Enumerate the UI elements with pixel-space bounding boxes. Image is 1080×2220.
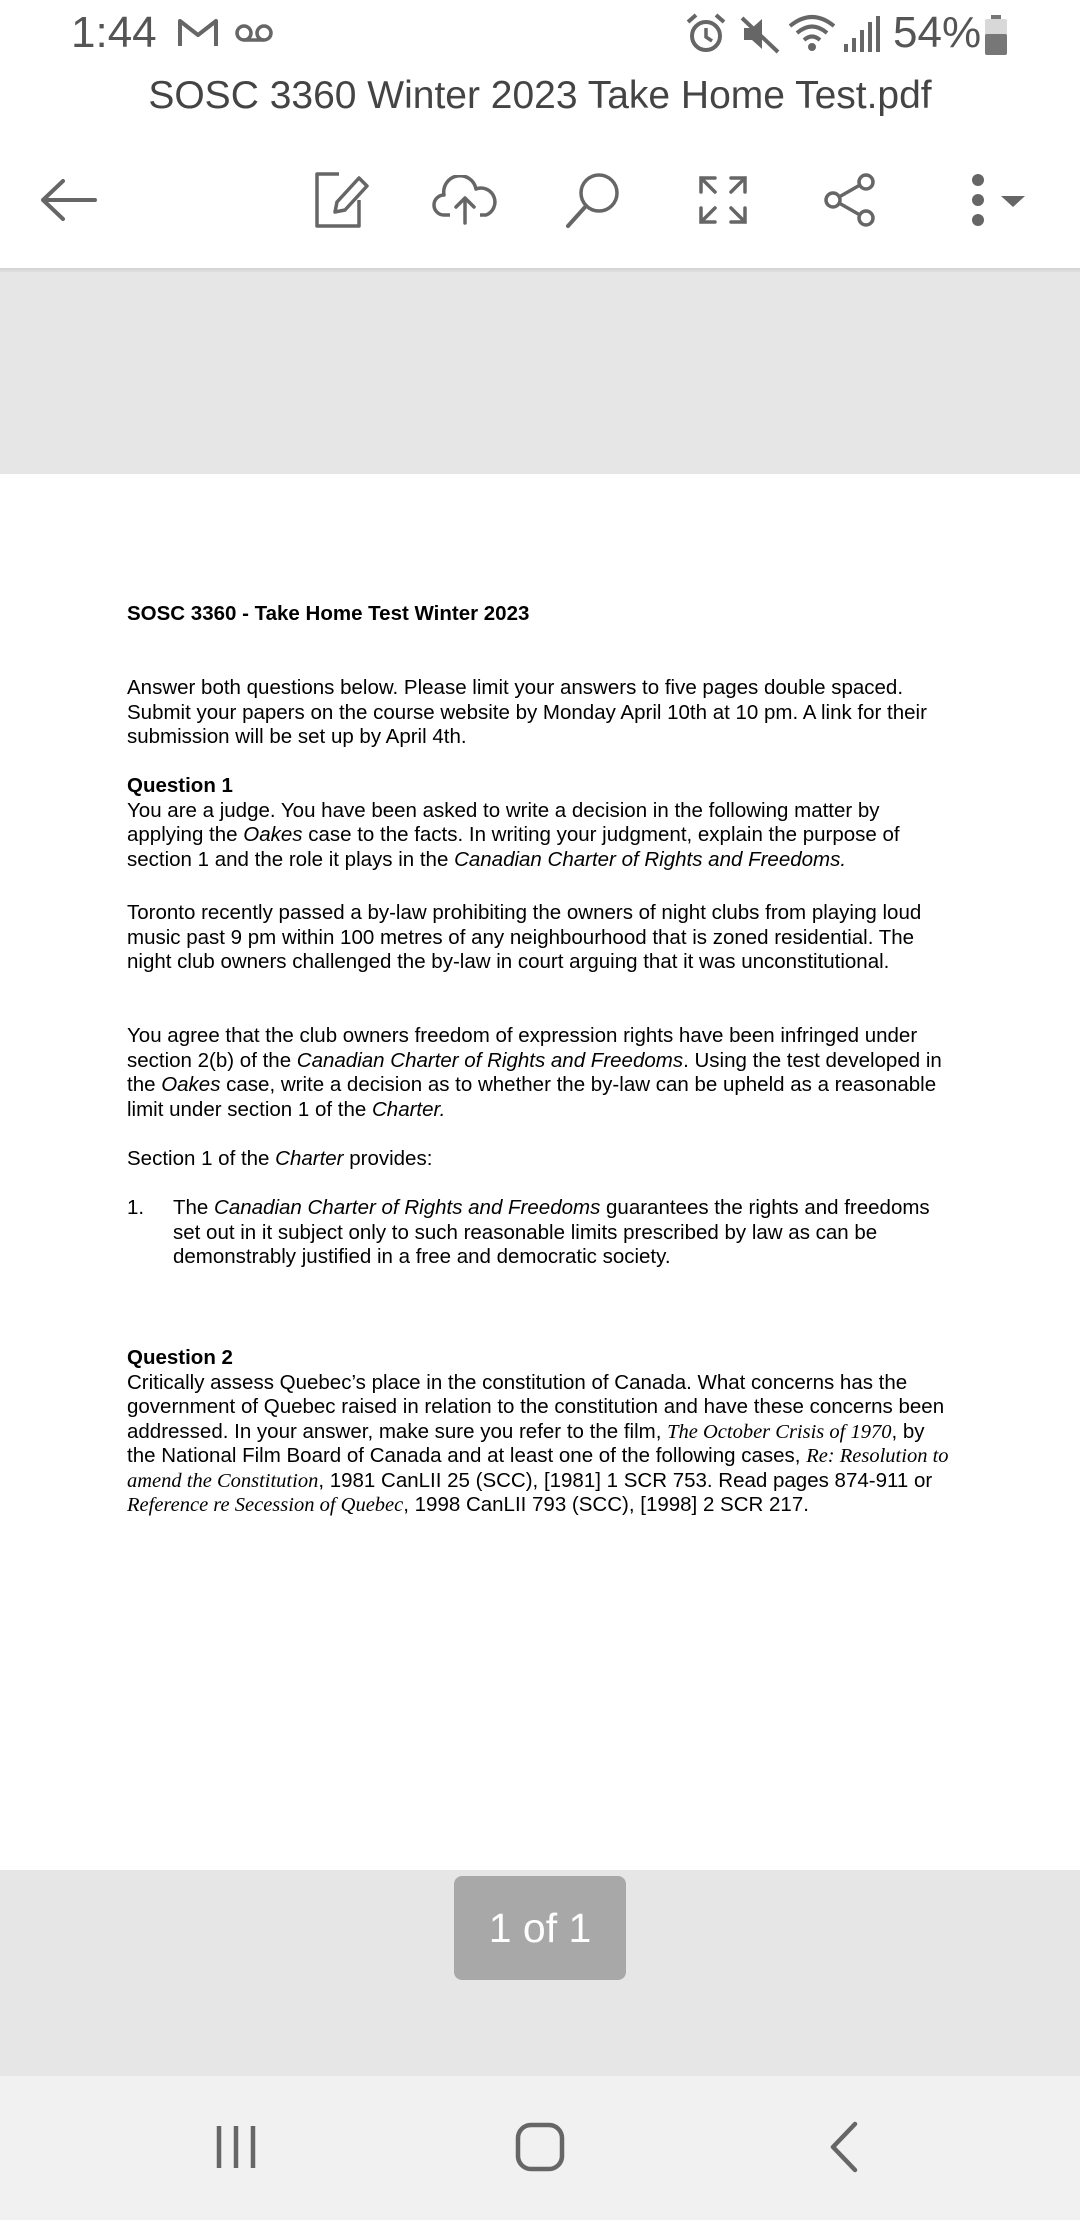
page-indicator: 1 of 1 xyxy=(454,1876,626,1980)
search-button[interactable] xyxy=(543,145,643,255)
pdf-page[interactable] xyxy=(0,474,1080,1870)
viewer-background-top xyxy=(0,272,1080,474)
question-1-title: Question 1 xyxy=(127,774,233,797)
back-nav-button[interactable] xyxy=(793,2102,893,2192)
more-options-button[interactable] xyxy=(936,145,1056,255)
question-1-paragraph-1: You are a judge. You have been asked to write a decision in the following matter by applying the Oakes case to the facts. In writing your judgment, explain the purpose of section 1 and the role it plays in the Canadian Charter of Rights and Freedoms. xyxy=(127,798,900,871)
document-heading: SOSC 3360 - Take Home Test Winter 2023 xyxy=(127,602,530,625)
list-number: 1. xyxy=(127,1196,145,1219)
home-button[interactable] xyxy=(490,2102,590,2192)
signal-icon xyxy=(842,14,882,54)
back-arrow-icon xyxy=(39,178,99,222)
status-bar xyxy=(0,0,1080,70)
recent-apps-button[interactable] xyxy=(186,2102,286,2192)
home-icon xyxy=(514,2121,566,2173)
back-icon xyxy=(823,2120,863,2174)
back-button[interactable] xyxy=(19,145,119,255)
navigation-bar xyxy=(0,2076,1080,2220)
question-1-paragraph-3: You agree that the club owners freedom of expression rights have been infringed under section 2(b) of the Canadian Charter of Rights and Freedoms. Using the test developed in the Oakes case, write a decision as to whether the by-law can be upheld as a reasonable limit under section 1 of the Charter. xyxy=(127,1024,942,1121)
cloud-upload-icon xyxy=(432,175,498,225)
search-icon xyxy=(563,170,623,230)
upload-button[interactable] xyxy=(415,145,515,255)
recent-apps-icon xyxy=(211,2122,261,2172)
wifi-icon xyxy=(786,12,838,56)
mute-icon xyxy=(738,12,782,56)
more-options-icon xyxy=(961,172,1031,228)
alarm-icon xyxy=(684,12,728,56)
share-button[interactable] xyxy=(800,145,900,255)
share-icon xyxy=(822,172,878,228)
battery-percentage: 54% xyxy=(893,8,982,57)
question-2-title: Question 2 xyxy=(127,1346,233,1369)
question-2 xyxy=(127,1346,957,1518)
battery-icon xyxy=(984,14,1008,56)
question-1 xyxy=(127,774,957,872)
voicemail-icon xyxy=(234,22,274,44)
toolbar xyxy=(0,145,1080,255)
status-time: 1:44 xyxy=(71,8,157,57)
document-title: SOSC 3360 Winter 2023 Take Home Test.pdf xyxy=(148,74,932,117)
question-2-paragraph: Critically assess Quebec’s place in the constitution of Canada. What concerns has the government of Quebec raised in relation to the constitution and have these concerns been addressed. In your answer, make sure you refer to the film, The October Crisis of 1970, by the National Film Board of Canada and at least one of the following cases, Re: Resolution to amend the Constitution, 1981 CanLII 25 (SCC), [1981] 1 SCR 753. Read pages 874-911 or Reference re Secession of Quebec, 1998 CanLII 793 (SCC), [1998] 2 SCR 217. xyxy=(127,1370,949,1516)
question-1-paragraph-4: Section 1 of the Charter provides: xyxy=(127,1147,433,1170)
intro-paragraph: Answer both questions below. Please limit your answers to five pages double spaced. Submit your papers on the course website by Monday April 10th at 10 pm. A link for their submission will be set up by April 4th. xyxy=(127,676,927,748)
charter-list-item: 1. The Canadian Charter of Rights and Freedoms guarantees the rights and freedoms set out in it subject only to such reasonable limits prescribed by law as can be demonstrably justified in a free and democratic society. xyxy=(127,1196,930,1268)
edit-icon xyxy=(311,170,369,230)
gmail-icon xyxy=(176,16,220,50)
question-1-paragraph-2: Toronto recently passed a by-law prohibiting the owners of night clubs from playing loud music past 9 pm within 100 metres of any neighbourhood that is zoned residential. The night club owners challenged the by-law in court arguing that it was unconstitutional. xyxy=(127,901,922,973)
fullscreen-button[interactable] xyxy=(673,145,773,255)
edit-button[interactable] xyxy=(290,145,390,255)
fullscreen-icon xyxy=(697,174,749,226)
